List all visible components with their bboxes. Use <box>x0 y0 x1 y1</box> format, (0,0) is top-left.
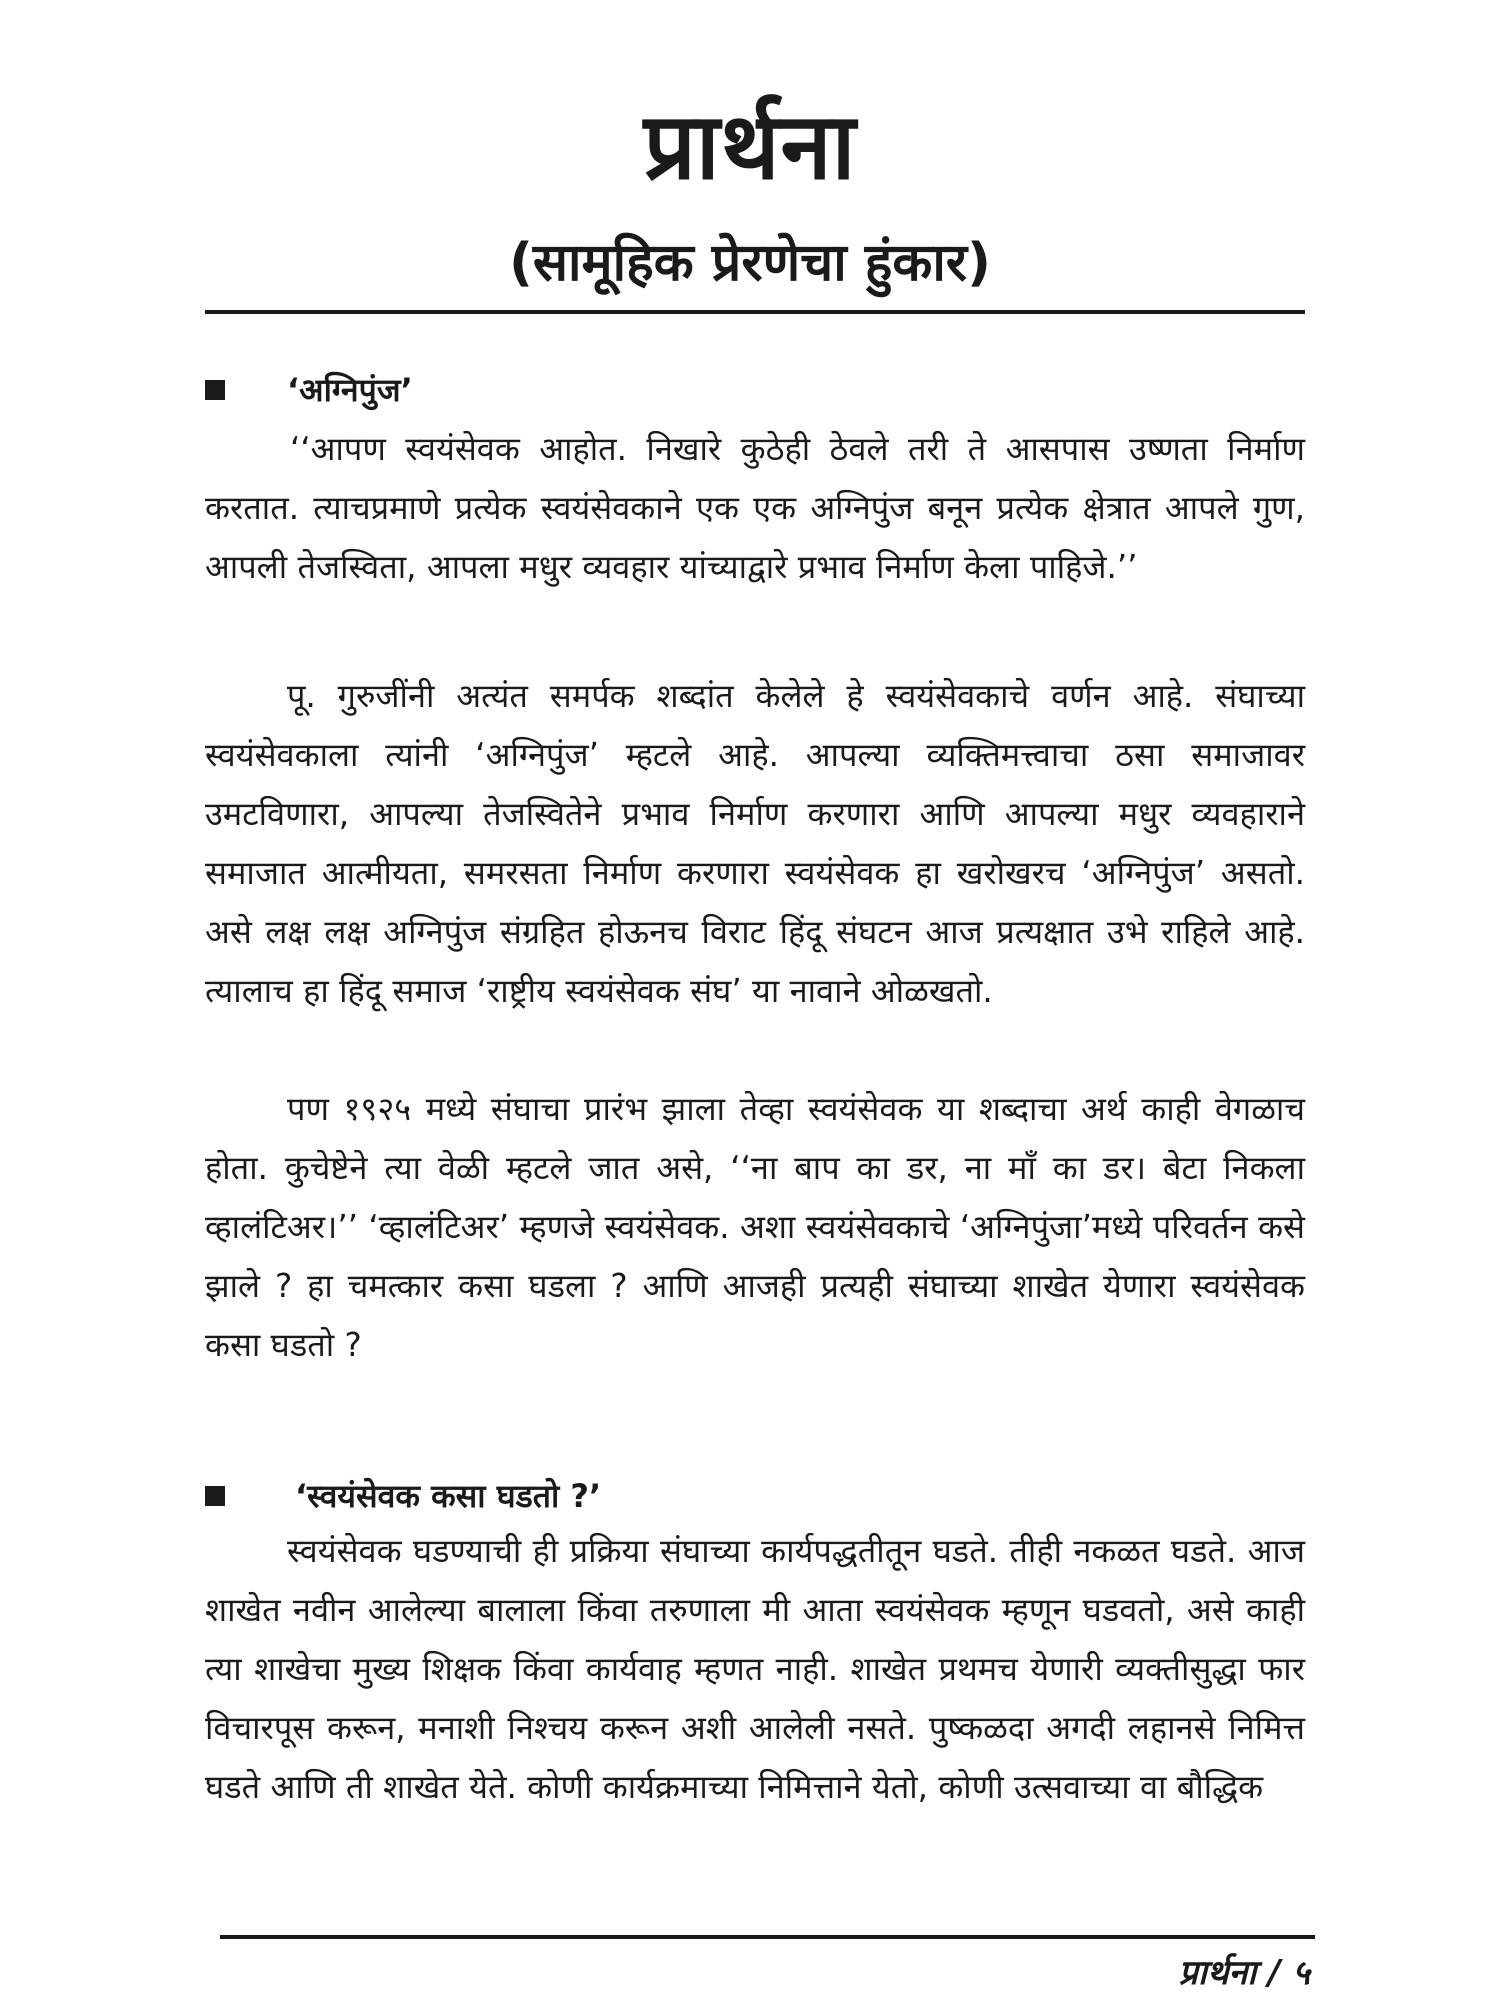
page-title: प्रार्थना <box>643 93 857 200</box>
paragraph: पण १९२५ मध्ये संघाचा प्रारंभ झाला तेव्हा स्वयंसेवक या शब्दाचा अर्थ काही वेगळाच होता. कुचेष्टेने त्या वेळी म्हटले जात असे, ‘‘ना बाप का डर, ना माँ का डर। बेटा निकला व्हालंटिअर।’’ ‘व्हालंटिअर’ म्हणजे स्वयंसेवक. अशा स्वयंसेवकाचे ‘अग्निपुंजा’मध्ये परिवर्तन कसे झाले ? हा चमत्कार कसा घडला ? आणि आजही प्रत्यही संघाच्या शाखेत येणारा स्वयंसेवक कसा घडतो ? <box>205 1090 1305 1364</box>
paragraph: पू. गुरुजींनी अत्यंत समर्पक शब्दांत केलेले हे स्वयंसेवकाचे वर्णन आहे. संघाच्या स्वयंसेवकाला त्यांनी ‘अग्निपुंज’ म्हटले आहे. आपल्या व्यक्तिमत्त्वाचा ठसा समाजावर उमटविणारा, आपल्या तेजस्वितेने प्रभाव निर्माण करणारा आणि आपल्या मधुर व्यवहाराने समाजात आत्मीयता, समरसता निर्माण करणारा स्वयंसेवक हा खरोखरच ‘अग्निपुंज’ असतो. असे लक्ष लक्ष अग्निपुंज संग्रहित होऊनच विराट हिंदू संघटन आज प्रत्यक्षात उभे राहिले आहे. त्यालाच हा हिंदू समाज ‘राष्ट्रीय स्वयंसेवक संघ’ या नावाने ओळखतो. <box>205 677 1305 1010</box>
square-bullet-icon <box>205 380 225 400</box>
paragraph: स्वयंसेवक घडण्याची ही प्रक्रिया संघाच्या कार्यपद्धतीतून घडते. तीही नकळत घडते. आज शाखेत नवीन आलेल्या बालाला किंवा तरुणाला मी आता स्वयंसेवक म्हणून घडवतो, असे काही त्या शाखेचा मुख्य शिक्षक किंवा कार्यवाह म्हणत नाही. शाखेत प्रथमच येणारी व्यक्तीसुद्धा फार विचारपूस करून, मनाशी निश्चय करून अशी आलेली नसते. पुष्कळदा अगदी लहानसे निमित्त घडते आणि ती शाखेत येते. कोणी कार्यक्रमाच्या निमित्ताने येतो, कोणी उत्सवाच्या वा बौद्धिक <box>205 1532 1305 1806</box>
page-subtitle: (सामूहिक प्रेरणेचा हुंकार) <box>509 233 991 293</box>
paragraph: ‘‘आपण स्वयंसेवक आहोत. निखारे कुठेही ठेवले तरी ते आसपास उष्णता निर्माण करतात. त्याचप्रमाणे प्रत्येक स्वयंसेवकाने एक एक अग्निपुंज बनून प्रत्येक क्षेत्रात आपले गुण, आपली तेजस्विता, आपला मधुर व्यवहार यांच्याद्वारे प्रभाव निर्माण केला पाहिजे.’’ <box>205 430 1305 586</box>
bottom-divider <box>220 1935 1315 1939</box>
section-heading-text: ‘अग्निपुंज’ <box>287 371 413 409</box>
section-heading-text: ‘स्वयंसेवक कसा घडतो ?’ <box>295 1477 602 1515</box>
section-heading-agnipunj <box>205 368 413 411</box>
square-bullet-icon <box>205 1486 225 1506</box>
top-divider <box>205 310 1305 314</box>
section-heading-swayamsevak <box>205 1474 601 1517</box>
page-footer: प्रार्थना / ५ <box>1178 1953 1310 1993</box>
